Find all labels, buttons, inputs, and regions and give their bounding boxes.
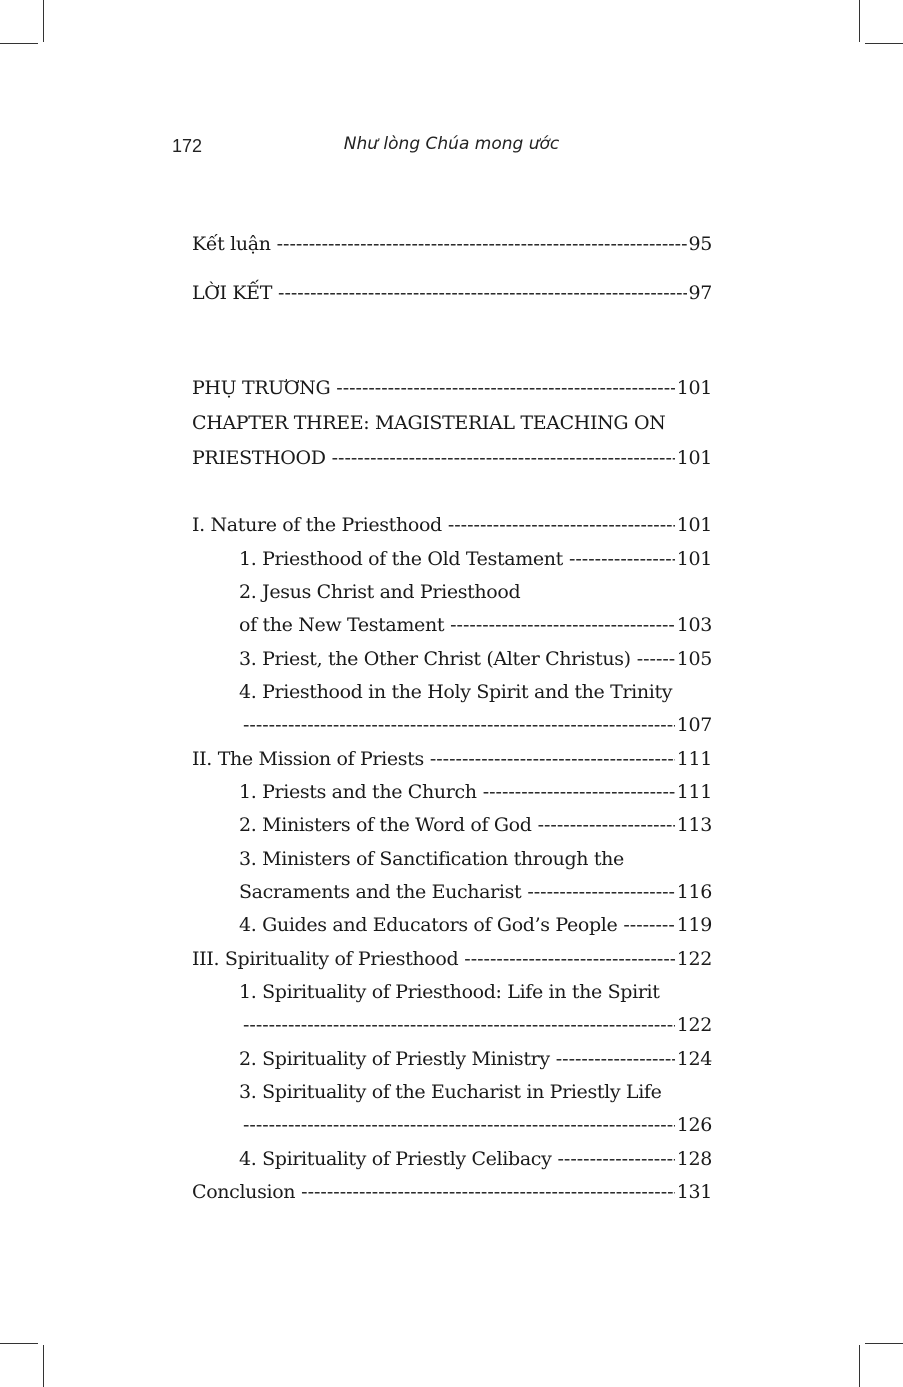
- dot-leader: [450, 612, 675, 638]
- dot-leader: [556, 1046, 675, 1072]
- toc-entry-page: 122: [676, 1014, 712, 1036]
- dot-leader: [569, 546, 675, 572]
- toc-entry-label: 2. Spirituality of Priestly Ministry: [239, 1048, 550, 1070]
- toc-entry-page: 101: [676, 548, 712, 570]
- toc-entry-label: I. Nature of the Priesthood: [192, 514, 442, 536]
- dot-leader: [430, 746, 675, 772]
- toc-entry: [239, 1112, 712, 1138]
- toc-entry-page: 101: [676, 514, 712, 536]
- toc-entry: [239, 712, 712, 738]
- toc-entry-label: II. The Mission of Priests: [192, 748, 424, 770]
- toc-entry-label: Sacraments and the Eucharist: [239, 881, 522, 903]
- toc-entry-page: 101: [676, 377, 712, 399]
- crop-mark: [0, 1343, 38, 1344]
- toc-entry-label: III. Spirituality of Priesthood: [192, 948, 459, 970]
- dot-leader: [243, 1012, 675, 1038]
- running-title: Như lòng Chúa mong ước: [343, 134, 560, 154]
- toc-entry-label: of the New Testament: [239, 614, 445, 636]
- dot-leader: [301, 1179, 675, 1205]
- toc-entry: [239, 646, 712, 672]
- toc-entry-page: 124: [676, 1048, 712, 1070]
- dot-leader: [557, 1146, 674, 1172]
- toc-entry-page: 111: [676, 781, 712, 803]
- toc-entry: [192, 512, 712, 538]
- toc-entry-label: 1. Priesthood of the Old Testament: [239, 548, 563, 570]
- toc-entry: [192, 410, 712, 436]
- toc-entry-label: Conclusion: [192, 1181, 296, 1203]
- toc-entry: [239, 546, 712, 572]
- toc-entry-label: 3. Priest, the Other Christ (Alter Christus): [239, 648, 631, 670]
- dot-leader: [483, 779, 675, 805]
- toc-entry: [192, 445, 712, 471]
- toc-entry: [239, 1012, 712, 1038]
- dot-leader: [243, 712, 675, 738]
- toc-entry: [239, 579, 712, 605]
- toc-entry: [239, 1079, 712, 1105]
- dot-leader: [637, 646, 675, 672]
- dot-leader: [332, 445, 675, 471]
- toc-entry-label: 2. Ministers of the Word of God: [239, 814, 532, 836]
- crop-mark: [43, 1345, 44, 1387]
- toc-entry-page: 111: [676, 748, 712, 770]
- toc-entry-label: 4. Guides and Educators of God’s People: [239, 914, 618, 936]
- toc-entry-page: 103: [676, 614, 712, 636]
- toc-entry: [239, 879, 712, 905]
- toc-entry: [239, 679, 712, 705]
- toc-entry: [192, 280, 712, 306]
- toc-entry-label: 4. Spirituality of Priestly Celibacy: [239, 1148, 552, 1170]
- toc-entry-page: 126: [676, 1114, 712, 1136]
- dot-leader: [623, 912, 674, 938]
- toc-entry: [192, 375, 712, 401]
- toc-entry: [239, 779, 712, 805]
- dot-leader: [464, 946, 674, 972]
- toc-entry-label: LỜI KẾT: [192, 282, 273, 304]
- toc-entry-label: PHỤ TRƯƠNG: [192, 377, 331, 399]
- crop-mark: [43, 0, 44, 42]
- toc-entry-page: 95: [688, 233, 712, 255]
- toc-entry-label: 3. Spirituality of the Eucharist in Priestly Life: [239, 1081, 662, 1103]
- crop-mark: [0, 43, 38, 44]
- dot-leader: [336, 375, 675, 401]
- toc-entry: [192, 746, 712, 772]
- dot-leader: [243, 1112, 675, 1138]
- toc-entry-label: Kết luận: [192, 233, 271, 255]
- toc-entry: [192, 231, 712, 257]
- toc-entry-page: 119: [676, 914, 712, 936]
- toc-entry: [239, 912, 712, 938]
- toc-entry-label: 4. Priesthood in the Holy Spirit and the Trinity: [239, 681, 673, 703]
- toc-entry-page: 101: [676, 447, 712, 469]
- page-number: 172: [172, 136, 203, 156]
- toc-entry: [192, 1179, 712, 1205]
- crop-mark: [865, 1343, 903, 1344]
- toc-entry-page: 116: [676, 881, 712, 903]
- crop-mark: [865, 43, 903, 44]
- toc-entry-page: 107: [676, 714, 712, 736]
- toc-entry-page: 128: [676, 1148, 712, 1170]
- toc-entry-page: 113: [676, 814, 712, 836]
- crop-mark: [859, 1345, 860, 1387]
- toc-entry-page: 131: [676, 1181, 712, 1203]
- dot-leader: [448, 512, 675, 538]
- toc-entry-label: PRIESTHOOD: [192, 447, 326, 469]
- toc-entry: [239, 979, 712, 1005]
- toc-entry: [239, 846, 712, 872]
- toc-entry-page: 122: [676, 948, 712, 970]
- toc-entry-label: 1. Priests and the Church: [239, 781, 477, 803]
- crop-mark: [859, 0, 860, 42]
- toc-entry: [239, 1146, 712, 1172]
- dot-leader: [527, 879, 674, 905]
- dot-leader: [278, 280, 686, 306]
- toc-entry: [239, 1046, 712, 1072]
- toc-entry: [239, 812, 712, 838]
- toc-entry-label: 3. Ministers of Sanctification through the: [239, 848, 624, 870]
- toc-entry-label: 1. Spirituality of Priesthood: Life in the Spirit: [239, 981, 660, 1003]
- dot-leader: [538, 812, 675, 838]
- dot-leader: [277, 231, 687, 257]
- toc-entry-label: CHAPTER THREE: MAGISTERIAL TEACHING ON: [192, 412, 666, 434]
- toc-entry-page: 105: [676, 648, 712, 670]
- toc-entry: [239, 612, 712, 638]
- toc-entry-page: 97: [688, 282, 712, 304]
- toc-entry-label: 2. Jesus Christ and Priesthood: [239, 581, 521, 603]
- toc-entry: [192, 946, 712, 972]
